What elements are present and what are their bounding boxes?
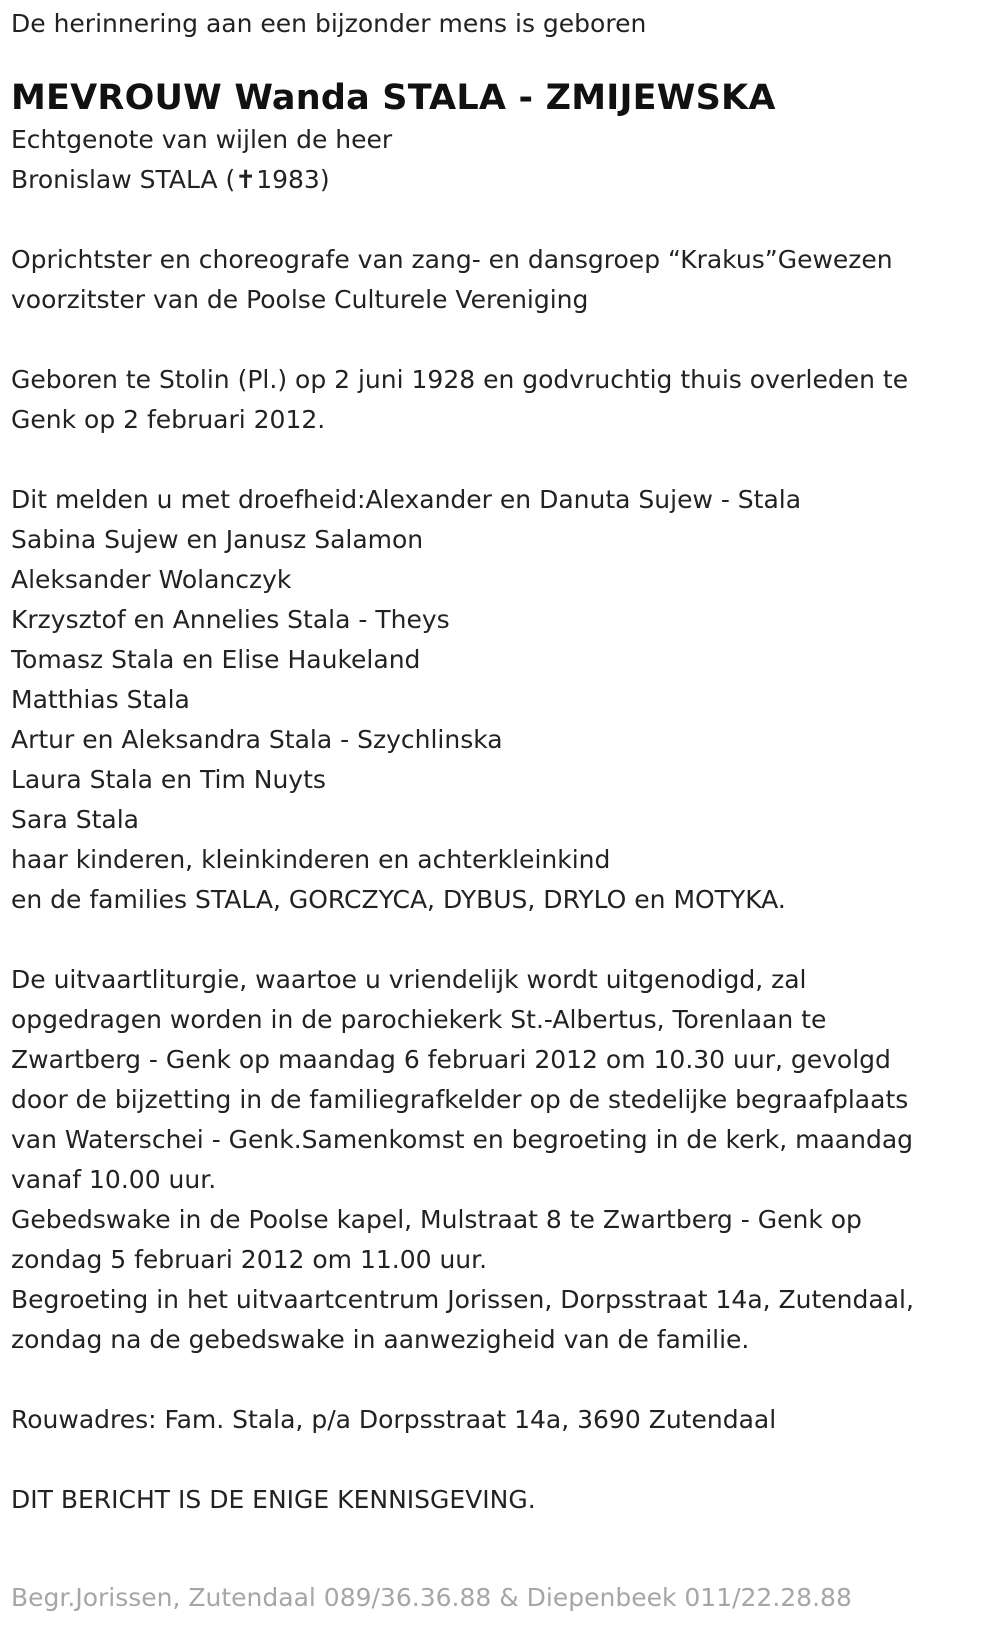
mourner-line: Laura Stala en Tim Nuyts xyxy=(11,765,326,794)
ceremony-line: vanaf 10.00 uur. xyxy=(11,1165,217,1194)
birth-death-line: Genk op 2 februari 2012. xyxy=(11,405,326,434)
mourners-section xyxy=(11,480,989,920)
ceremony-line: zondag na de gebedswake in aanwezigheid van de familie. xyxy=(11,1325,750,1354)
spouse-line: Bronislaw STALA (✝1983) xyxy=(11,165,330,194)
birth-death-section xyxy=(11,360,989,440)
notice-text: DIT BERICHT IS DE ENIGE KENNISGEVING. xyxy=(11,1485,536,1514)
roles-line: voorzitster van de Poolse Culturele Vereniging xyxy=(11,285,589,314)
mourner-line: Sabina Sujew en Janusz Salamon xyxy=(11,525,424,554)
ceremony-line: Zwartberg - Genk op maandag 6 februari 2012 om 10.30 uur, gevolgd xyxy=(11,1045,891,1074)
intro-text: De herinnering aan een bijzonder mens is geboren xyxy=(11,9,647,38)
ceremony-line: door de bijzetting in de familiegrafkelder op de stedelijke begraafplaats xyxy=(11,1085,909,1114)
ceremony-line: De uitvaartliturgie, waartoe u vriendelijk wordt uitgenodigd, zal xyxy=(11,965,807,994)
mourner-line: en de families STALA, GORCZYCA, DYBUS, DRYLO en MOTYKA. xyxy=(11,885,786,914)
mourner-line: haar kinderen, kleinkinderen en achterkleinkind xyxy=(11,845,611,874)
mourner-line: Matthias Stala xyxy=(11,685,190,714)
roles-line: Oprichtster en choreografe van zang- en dansgroep “Krakus”Gewezen xyxy=(11,245,893,274)
deceased-name: MEVROUW Wanda STALA - ZMIJEWSKA xyxy=(11,78,776,118)
mourning-address: Rouwadres: Fam. Stala, p/a Dorpsstraat 14a, 3690 Zutendaal xyxy=(11,1405,777,1434)
spouse-section xyxy=(11,120,989,200)
birth-death-line: Geboren te Stolin (Pl.) op 2 juni 1928 en godvruchtig thuis overleden te xyxy=(11,365,909,394)
ceremony-line: Begroeting in het uitvaartcentrum Jorissen, Dorpsstraat 14a, Zutendaal, xyxy=(11,1285,914,1314)
address-section xyxy=(11,1400,989,1440)
mourner-line: Artur en Aleksandra Stala - Szychlinska xyxy=(11,725,503,754)
ceremony-line: opgedragen worden in de parochiekerk St.-Albertus, Torenlaan te xyxy=(11,1005,827,1034)
ceremony-section xyxy=(11,960,989,1360)
mourner-line: Dit melden u met droefheid:Alexander en Danuta Sujew - Stala xyxy=(11,485,802,514)
funeral-home-footer: Begr.Jorissen, Zutendaal 089/36.36.88 & Diepenbeek 011/22.28.88 xyxy=(11,1583,852,1612)
ceremony-line: Gebedswake in de Poolse kapel, Mulstraat 8 te Zwartberg - Genk op xyxy=(11,1205,862,1234)
mourner-line: Krzysztof en Annelies Stala - Theys xyxy=(11,605,450,634)
mourner-line: Aleksander Wolanczyk xyxy=(11,565,292,594)
roles-section xyxy=(11,240,989,320)
notice-section xyxy=(11,1480,989,1520)
mourner-line: Tomasz Stala en Elise Haukeland xyxy=(11,645,421,674)
spouse-line: Echtgenote van wijlen de heer xyxy=(11,125,393,154)
mourner-line: Sara Stala xyxy=(11,805,139,834)
ceremony-line: zondag 5 februari 2012 om 11.00 uur. xyxy=(11,1245,488,1274)
ceremony-line: van Waterschei - Genk.Samenkomst en begroeting in de kerk, maandag xyxy=(11,1125,914,1154)
